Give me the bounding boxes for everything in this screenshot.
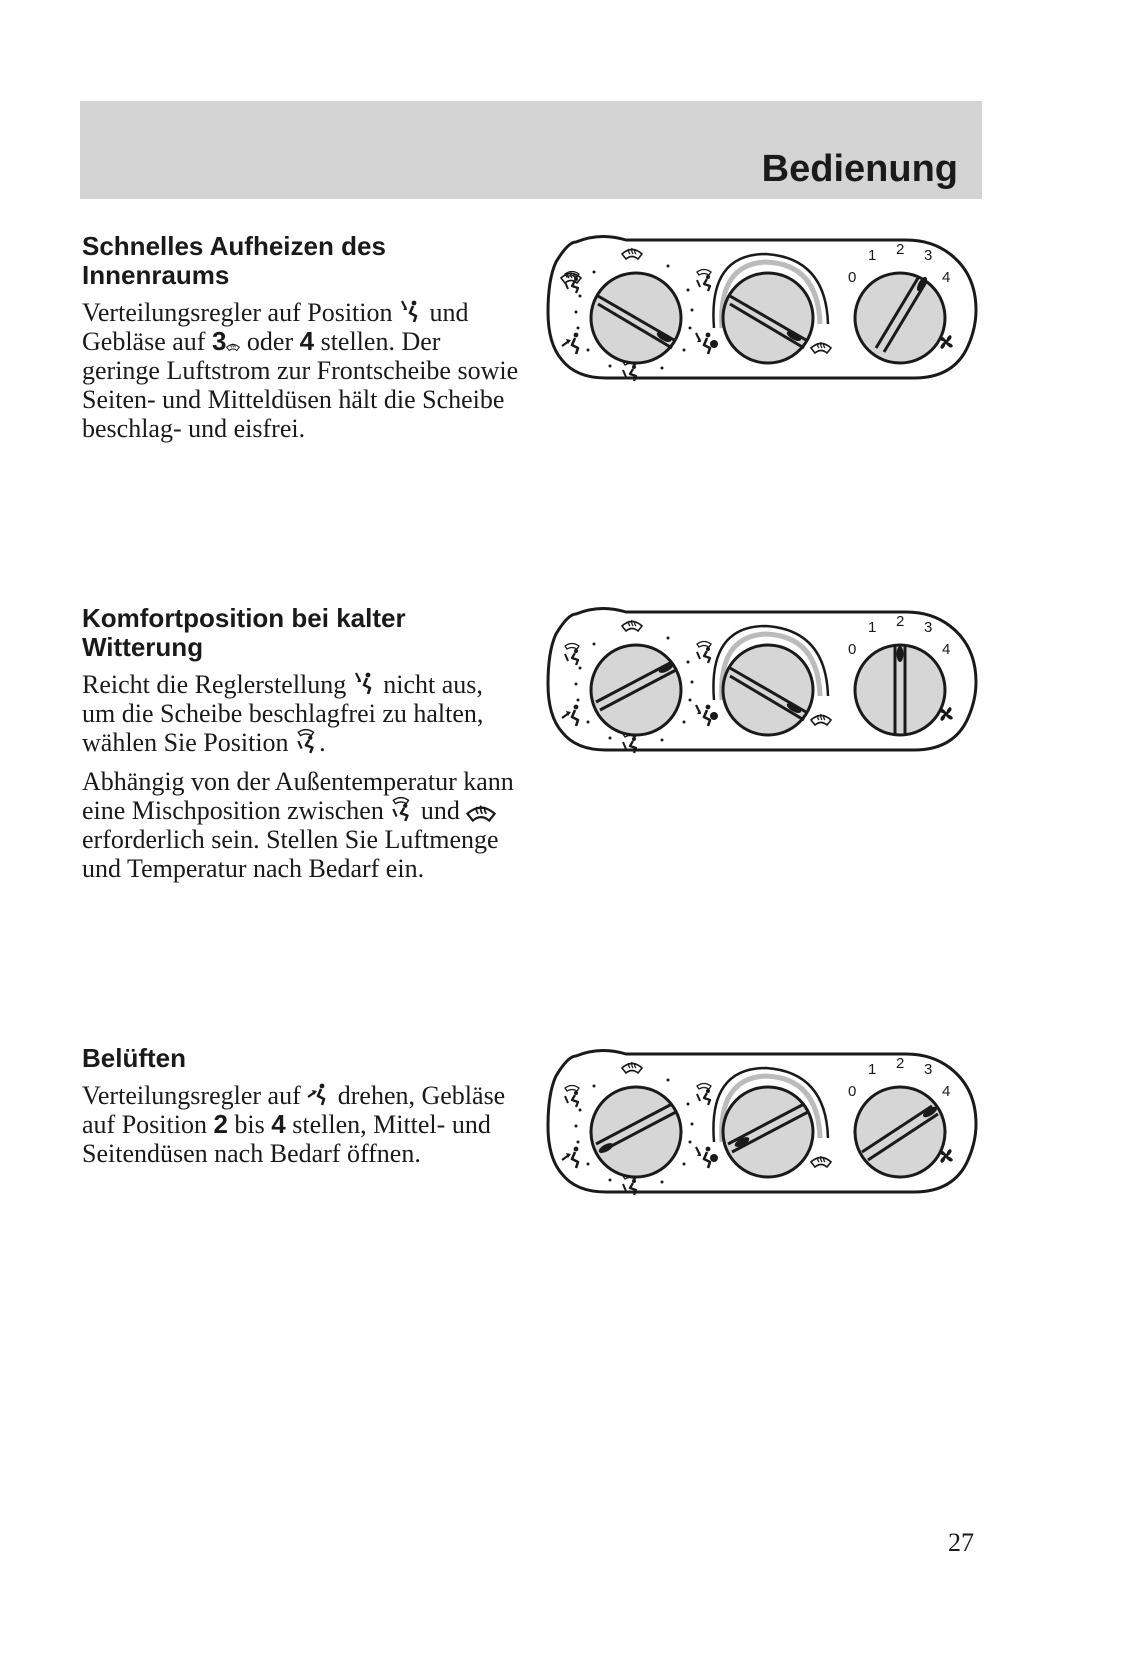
text: nicht aus, um die Scheibe beschlagfrei zu halten, wählen Sie Position <box>82 670 484 757</box>
fan-label-1: 1 <box>868 1061 877 1078</box>
page-number: 27 <box>948 1528 974 1557</box>
feet-defrost-icon <box>565 1086 579 1108</box>
feet-icon <box>696 333 710 354</box>
fan-label-1: 1 <box>868 247 877 264</box>
fan-label-2: 2 <box>896 1055 905 1072</box>
fan-knob <box>855 273 945 363</box>
text: bis <box>234 1110 265 1139</box>
text: stellen. Der geringe Luftstrom zur Frontscheibe sowie Seiten- und Mitteldüsen hält die Scheibe beschlag- und eisfrei. <box>82 327 519 443</box>
page-title: Bedienung <box>761 148 958 190</box>
face-icon <box>562 333 578 354</box>
section-title <box>82 604 522 662</box>
text: Verteilungsregler auf Position <box>82 298 393 327</box>
section-title-line: Innenraums <box>82 260 230 290</box>
defrost-icon <box>811 714 831 725</box>
control-panel-illustration <box>546 1048 978 1198</box>
section-title <box>82 1044 522 1073</box>
fan-knob <box>855 1087 945 1177</box>
fan-label-2: 2 <box>896 613 905 630</box>
fan-knob <box>855 645 945 735</box>
feet-defrost-icon <box>565 644 579 666</box>
temperature-knob <box>723 1087 813 1177</box>
section-title-line: Komfortposition bei kalter <box>82 603 406 633</box>
defrost-icon <box>811 342 831 353</box>
control-panel-illustration <box>546 606 978 756</box>
section-quick-heat <box>82 232 522 453</box>
paragraph <box>82 670 522 757</box>
fan-label-3: 3 <box>924 619 933 636</box>
text: Abhängig von der Außentemperatur kann eine Mischposition zwischen <box>82 767 514 825</box>
section-comfort-cold <box>82 604 522 893</box>
text: drehen, Gebläse auf Position <box>82 1081 506 1139</box>
text: stellen, Mittel- und Seitendüsen nach Bedarf öffnen. <box>82 1110 491 1168</box>
defrost-icon <box>622 620 642 631</box>
feet-defrost-icon <box>697 270 711 292</box>
header-band <box>80 101 982 199</box>
defrost-icon <box>622 1062 642 1073</box>
text: oder <box>246 327 294 356</box>
fan-label-0: 0 <box>848 269 857 286</box>
section-title <box>82 232 522 290</box>
fan-label-2: 2 <box>896 241 905 258</box>
text: erforderlich sein. Stellen Sie Luftmenge und Temperatur nach Bedarf ein. <box>82 825 499 883</box>
cold-marker <box>710 1154 718 1162</box>
feet-icon <box>353 672 377 696</box>
fan-level: 4 <box>299 326 315 356</box>
cold-marker <box>710 712 718 720</box>
feet-defrost-icon <box>697 642 711 664</box>
fan-label-1: 1 <box>868 619 877 636</box>
text: und <box>420 796 460 825</box>
fan-label-4: 4 <box>942 641 951 658</box>
fan-level: 3 <box>211 326 227 356</box>
feet-defrost-icon <box>697 1084 711 1106</box>
fan-label-0: 0 <box>848 641 857 658</box>
fan-icon <box>939 335 953 349</box>
text: . <box>319 728 326 757</box>
fan-label-3: 3 <box>924 247 933 264</box>
control-panel-illustration <box>546 234 978 384</box>
paragraph <box>82 767 522 883</box>
section-ventilation <box>82 1044 522 1178</box>
text: Reicht die Reglerstellung <box>82 670 347 699</box>
fan-level: 2 <box>213 1109 228 1139</box>
face-icon <box>562 1147 578 1168</box>
temperature-knob <box>723 645 813 735</box>
face-icon <box>562 705 578 726</box>
fan-level: 4 <box>271 1109 286 1139</box>
fan-label-0: 0 <box>848 1083 857 1100</box>
defrost-icon <box>811 1156 831 1167</box>
paragraph <box>82 298 522 443</box>
fan-label-4: 4 <box>942 1083 951 1100</box>
feet-icon <box>696 1147 710 1168</box>
section-title-line: Witterung <box>82 632 204 662</box>
section-title-line: Schnelles Aufheizen des <box>82 231 386 261</box>
distribution-knob <box>591 1087 681 1177</box>
defrost-icon <box>466 800 496 822</box>
feet-defrost-icon <box>390 796 414 822</box>
defrost-icon <box>622 248 642 259</box>
text: und Gebläse auf <box>82 298 469 356</box>
cold-marker <box>710 340 718 348</box>
distribution-knob <box>591 273 681 363</box>
feet-defrost-icon <box>295 728 319 754</box>
temperature-knob <box>723 273 813 363</box>
feet-icon <box>399 300 423 324</box>
text: Verteilungsregler auf <box>82 1081 301 1110</box>
section-title-line: Belüften <box>82 1043 186 1073</box>
fan-icon <box>939 707 953 721</box>
face-icon <box>307 1083 331 1107</box>
feet-icon <box>696 705 710 726</box>
fan-label-3: 3 <box>924 1061 933 1078</box>
defrost-icon <box>226 339 240 353</box>
fan-label-4: 4 <box>942 269 951 286</box>
distribution-knob <box>591 645 681 735</box>
paragraph <box>82 1081 522 1168</box>
fan-icon <box>939 1149 953 1163</box>
